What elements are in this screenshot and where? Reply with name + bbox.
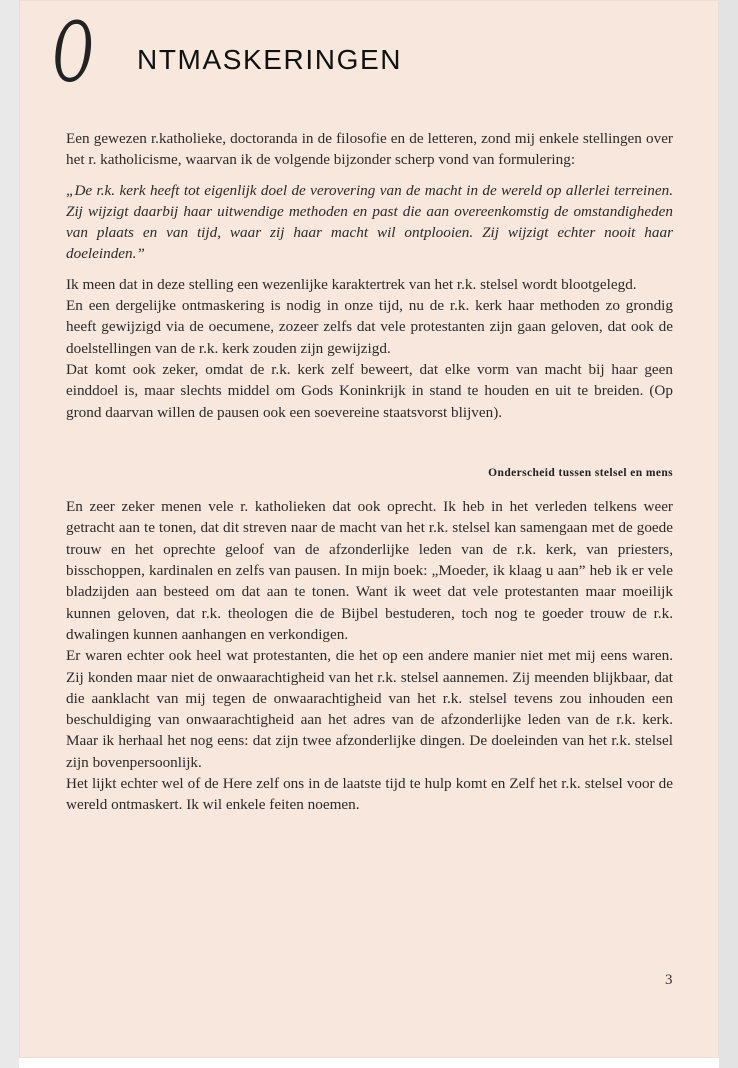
- paragraph: Ik meen dat in deze stelling een wezenlijke karaktertrek van het r.k. stelsel wordt blootgelegd.: [66, 275, 637, 293]
- paragraph: En een dergelijke ontmaskering is nodig in onze tijd, nu de r.k. kerk haar methoden zo grondig heeft gewijzigd via de oecumene, zozeer zelfs dat vele protestanten zijn gaan geloven, dat ook de doelstellingen van de r.k. kerk zouden zijn gewijzigd.: [66, 297, 673, 357]
- page-number: 3: [665, 972, 673, 988]
- paragraph-intro: Een gewezen r.katholieke, doctoranda in de filosofie en de letteren, zond mij enkele stellingen over het r. katholicisme, waarvan ik de volgende bijzonder scherp vond van formulering:: [66, 130, 673, 169]
- paragraph: Dat komt ook zeker, omdat de r.k. kerk zelf beweert, dat elke vorm van macht bij haar geen einddoel is, maar slechts middel om Gods Koninkrijk in stand te houden en uit te breiden. (Op grond daarvan willen de pausen ook een soevereine staatsvorst blijven).: [66, 360, 673, 421]
- article-body: [66, 128, 673, 816]
- scan-margin-left: [0, 0, 19, 1068]
- scan-margin-right: [719, 0, 738, 1068]
- paragraph: Er waren echter ook heel wat protestanten, die het op een andere manier niet met mij eens waren. Zij konden maar niet de onwaarachtigheid van het r.k. stelsel aannemen. Zij meenden blijkbaar, dat die aanklacht van mij tegen de onwaarachtigheid van het r.k. stelsel tevens zou inhouden een beschuldiging van onwaarachtigheid aan het adres van de afzonderlijke leden van de r.k. kerk. Maar ik herhaal het nog eens: dat zijn twee afzonderlijke dingen. De doeleinden van het r.k. stelsel zijn bovenpersoonlijk.: [66, 647, 673, 771]
- paragraph: En zeer zeker menen vele r. katholieken dat ook oprecht. Ik heb in het verleden telkens weer getracht aan te tonen, dat dit streven naar de macht van het r.k. stelsel kan samengaan met de goede trouw en het oprechte geloof van de afzonderlijke leden van de r.k. kerk, van priesters, bisschoppen, kardinalen en zelfs van pausen. In mijn boek: „Moeder, ik klaag u aan” heb ik er vele bladzijden aan besteed om dat aan te tonen. Want ik weet dat vele protestanten maar moeilijk kunnen geloven, dat r.k. theologen die de Bijbel bestuderen, toch nog te goeder trouw de r.k. dwalingen kunnen aanhangen en verkondigen.: [66, 498, 673, 643]
- quoted-thesis: „De r.k. kerk heeft tot eigenlijk doel de verovering van de macht in de wereld op allerlei terreinen. Zij wijzigt daarbij haar uitwendige methoden en past die aan overeenkomstig de omstandigheden van plaats en van tijd, waar zij haar macht wil ontplooien. Zij wijzigt echter nooit haar doeleinden.”: [66, 181, 673, 263]
- paragraph: Het lijkt echter wel of de Here zelf ons in de laatste tijd te hulp komt en Zelf het r.k. stelsel voor de wereld ontmaskert. Ik wil enkele feiten noemen.: [66, 775, 673, 814]
- drop-cap: O: [53, 6, 94, 101]
- document-page: [19, 0, 719, 1058]
- section-subheading: Onderscheid tussen stelsel en mens: [488, 466, 673, 479]
- chapter-title: NTMASKERINGEN: [137, 44, 403, 75]
